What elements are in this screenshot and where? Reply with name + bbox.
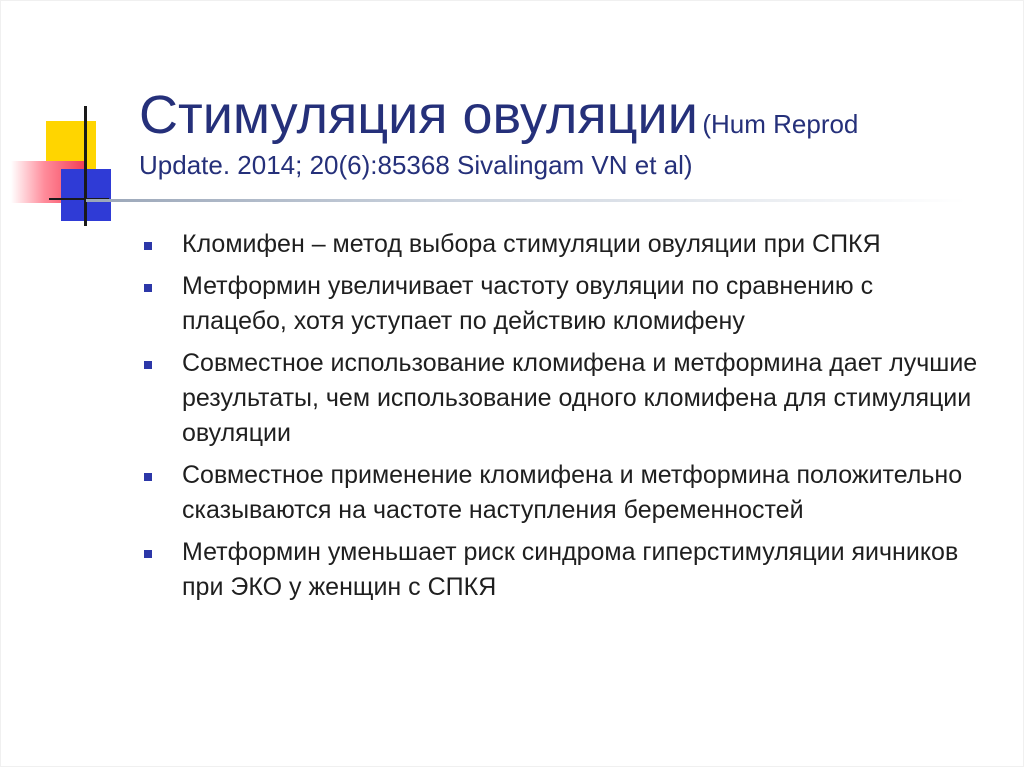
- bullet-list: [141, 227, 981, 612]
- vertical-line: [84, 106, 87, 226]
- title-reference-part2: Update. 2014; 20(6):85368 Sivalingam VN et al): [139, 150, 693, 181]
- bullet-square-icon: [144, 361, 152, 369]
- title-main: Стимуляция овуляции: [139, 85, 698, 145]
- bullet-text: Метформин увеличивает частоту овуляции по сравнению с плацебо, хотя уступает по действию кломифену: [182, 272, 874, 335]
- bullet-square-icon: [144, 284, 152, 292]
- title-reference-part1: (Hum Reprod: [702, 109, 859, 139]
- bullet-item: [141, 227, 981, 262]
- decorative-squares-logo: [1, 1, 141, 231]
- bullet-item: [141, 269, 981, 339]
- bullet-text: Совместное использование кломифена и метформина дает лучшие результаты, чем использование одного кломифена для стимуляции овуляции: [182, 349, 978, 447]
- bullet-square-icon: [144, 550, 152, 558]
- bullet-square-icon: [144, 473, 152, 481]
- bullet-text: Метформин уменьшает риск синдрома гиперстимуляции яичников при ЭКО у женщин с СПКЯ: [182, 538, 959, 601]
- bullet-square-icon: [144, 242, 152, 250]
- bullet-text: Кломифен – метод выбора стимуляции овуляции при СПКЯ: [182, 230, 881, 258]
- title-underline: [86, 199, 966, 202]
- bullet-item: [141, 458, 981, 528]
- slide-title: [139, 85, 999, 181]
- bullet-item: [141, 346, 981, 451]
- bullet-item: [141, 535, 981, 605]
- bullet-text: Совместное применение кломифена и метформина положительно сказываются на частоте наступления беременностей: [182, 461, 963, 524]
